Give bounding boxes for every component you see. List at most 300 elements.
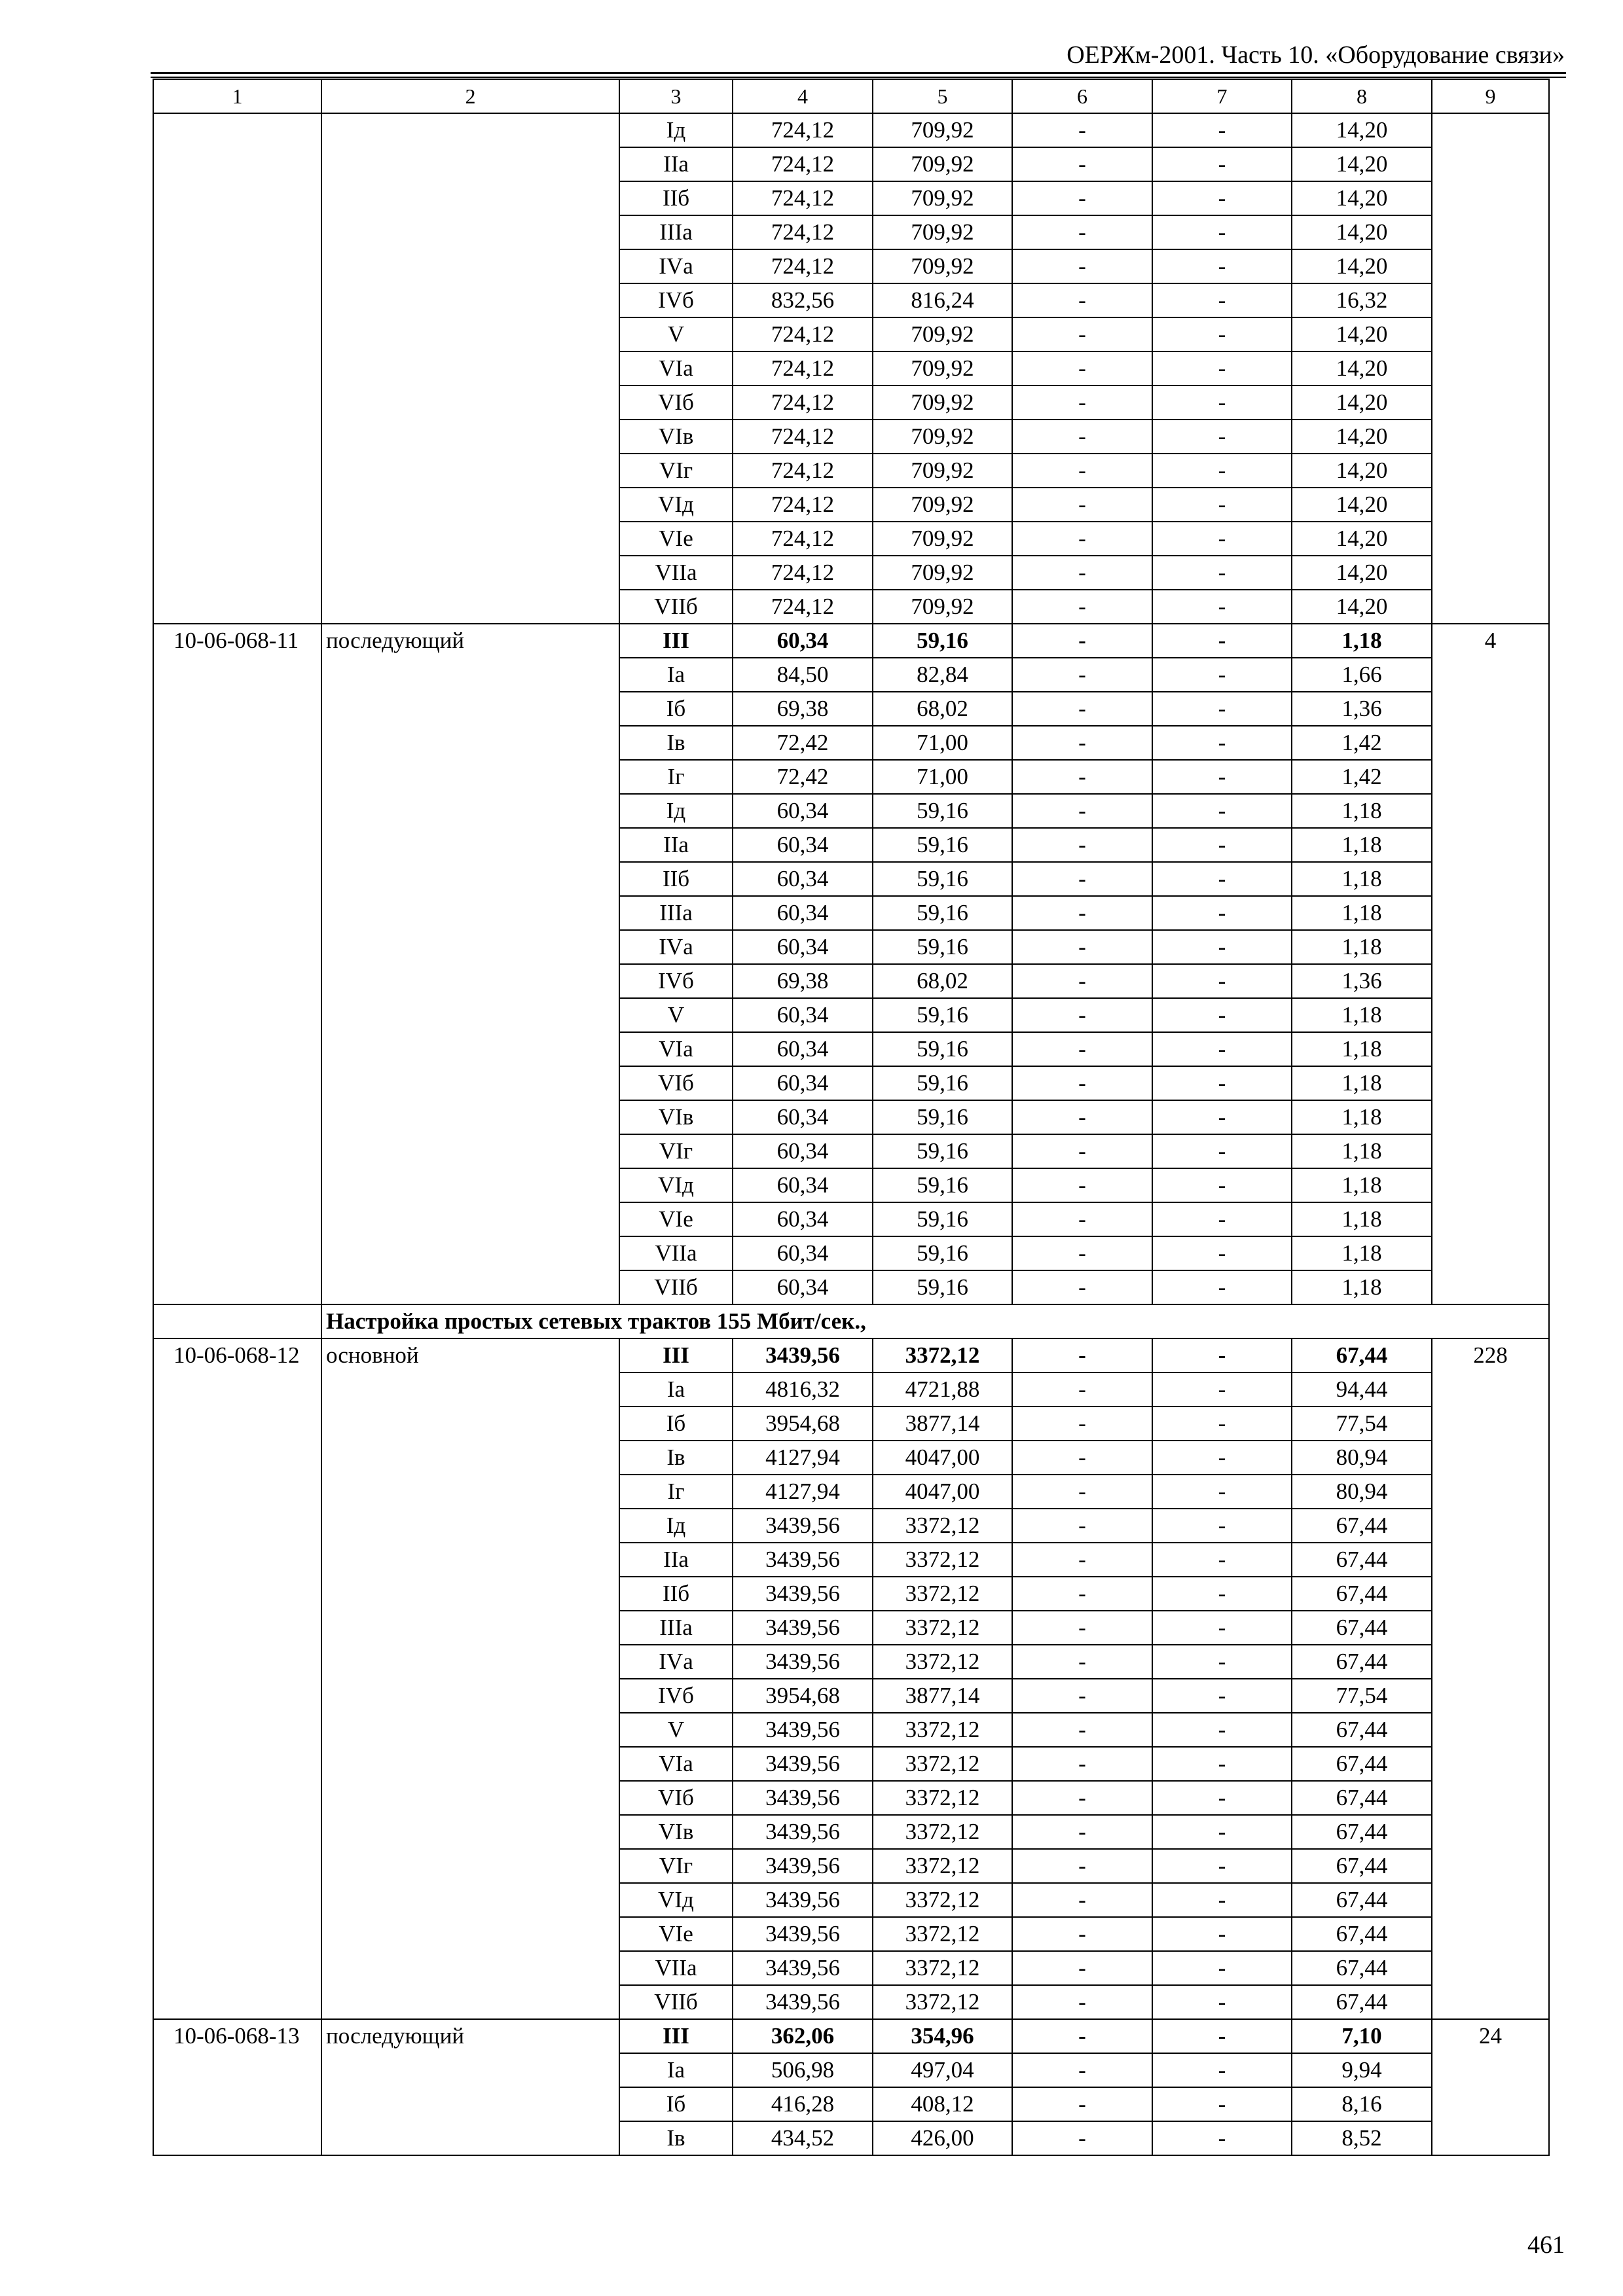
machinist-wage-cell: - xyxy=(1152,930,1292,964)
column-number: 4 xyxy=(733,79,873,113)
machine-cell: - xyxy=(1012,522,1152,556)
machine-cell: - xyxy=(1012,283,1152,317)
zone-cell: VIе xyxy=(619,522,733,556)
material-cell: 14,20 xyxy=(1292,556,1432,590)
machinist-wage-cell: - xyxy=(1152,1236,1292,1270)
zone-cell: Iб xyxy=(619,692,733,726)
zone-cell: Iг xyxy=(619,760,733,794)
machine-cell: - xyxy=(1012,964,1152,998)
machinist-wage-cell: - xyxy=(1152,1645,1292,1679)
machinist-wage-cell: - xyxy=(1152,1202,1292,1236)
machine-cell: - xyxy=(1012,998,1152,1032)
wage-cell: 59,16 xyxy=(873,1032,1012,1066)
zone-cell: V xyxy=(619,998,733,1032)
section-title: Настройка простых сетевых трактов 155 Мбит/сек., xyxy=(321,1304,1549,1338)
zone-cell: IIб xyxy=(619,181,733,215)
machine-cell: - xyxy=(1012,386,1152,420)
material-cell: 9,94 xyxy=(1292,2053,1432,2087)
wage-cell: 3372,12 xyxy=(873,1849,1012,1883)
material-cell: 67,44 xyxy=(1292,1917,1432,1951)
total-cost-cell: 724,12 xyxy=(733,147,873,181)
material-cell: 1,36 xyxy=(1292,964,1432,998)
machine-cell: - xyxy=(1012,1713,1152,1747)
material-cell: 67,44 xyxy=(1292,1509,1432,1543)
machine-cell: - xyxy=(1012,1883,1152,1917)
material-cell: 14,20 xyxy=(1292,181,1432,215)
machinist-wage-cell: - xyxy=(1152,862,1292,896)
total-cost-cell: 3439,56 xyxy=(733,1338,873,1372)
wage-cell: 68,02 xyxy=(873,964,1012,998)
wage-cell: 709,92 xyxy=(873,215,1012,249)
wage-cell: 59,16 xyxy=(873,1236,1012,1270)
zone-cell: VIв xyxy=(619,1100,733,1134)
machinist-wage-cell: - xyxy=(1152,760,1292,794)
column-number: 3 xyxy=(619,79,733,113)
material-cell: 14,20 xyxy=(1292,351,1432,386)
wage-cell: 59,16 xyxy=(873,1270,1012,1304)
name-cell: основной xyxy=(321,1338,619,2019)
material-cell: 1,18 xyxy=(1292,896,1432,930)
wage-cell: 4047,00 xyxy=(873,1475,1012,1509)
machinist-wage-cell: - xyxy=(1152,522,1292,556)
machinist-wage-cell: - xyxy=(1152,1883,1292,1917)
wage-cell: 709,92 xyxy=(873,181,1012,215)
machine-cell: - xyxy=(1012,2053,1152,2087)
machinist-wage-cell: - xyxy=(1152,420,1292,454)
machine-cell: - xyxy=(1012,760,1152,794)
machine-cell: - xyxy=(1012,147,1152,181)
total-cost-cell: 69,38 xyxy=(733,964,873,998)
zone-cell: Iа xyxy=(619,2053,733,2087)
material-cell: 14,20 xyxy=(1292,317,1432,351)
total-cost-cell: 3439,56 xyxy=(733,1543,873,1577)
total-cost-cell: 724,12 xyxy=(733,590,873,624)
code-cell xyxy=(153,113,321,624)
wage-cell: 3372,12 xyxy=(873,1713,1012,1747)
material-cell: 1,66 xyxy=(1292,658,1432,692)
running-header: ОЕРЖм-2001. Часть 10. «Оборудование связи» xyxy=(1067,41,1565,69)
machinist-wage-cell: - xyxy=(1152,386,1292,420)
total-cost-cell: 3439,56 xyxy=(733,1747,873,1781)
material-cell: 67,44 xyxy=(1292,1985,1432,2019)
total-cost-cell: 3954,68 xyxy=(733,1679,873,1713)
material-cell: 1,18 xyxy=(1292,1168,1432,1202)
machine-cell: - xyxy=(1012,488,1152,522)
total-cost-cell: 724,12 xyxy=(733,215,873,249)
wage-cell: 709,92 xyxy=(873,113,1012,147)
machine-cell: - xyxy=(1012,454,1152,488)
machine-cell: - xyxy=(1012,1407,1152,1441)
machine-cell: - xyxy=(1012,1985,1152,2019)
material-cell: 1,18 xyxy=(1292,1270,1432,1304)
labor-cell xyxy=(1432,113,1549,624)
machine-cell: - xyxy=(1012,1372,1152,1407)
machinist-wage-cell: - xyxy=(1152,1985,1292,2019)
machinist-wage-cell: - xyxy=(1152,113,1292,147)
total-cost-cell: 724,12 xyxy=(733,454,873,488)
machinist-wage-cell: - xyxy=(1152,1611,1292,1645)
zone-cell: IIIа xyxy=(619,1611,733,1645)
name-cell xyxy=(321,113,619,624)
wage-cell: 82,84 xyxy=(873,658,1012,692)
total-cost-cell: 60,34 xyxy=(733,1066,873,1100)
material-cell: 67,44 xyxy=(1292,1645,1432,1679)
wage-cell: 3372,12 xyxy=(873,1611,1012,1645)
total-cost-cell: 60,34 xyxy=(733,1270,873,1304)
material-cell: 14,20 xyxy=(1292,215,1432,249)
total-cost-cell: 60,34 xyxy=(733,862,873,896)
zone-cell: VIг xyxy=(619,1849,733,1883)
zone-cell: V xyxy=(619,1713,733,1747)
wage-cell: 3372,12 xyxy=(873,1645,1012,1679)
machine-cell: - xyxy=(1012,1815,1152,1849)
total-cost-cell: 60,34 xyxy=(733,1202,873,1236)
machinist-wage-cell: - xyxy=(1152,283,1292,317)
zone-cell: VIв xyxy=(619,420,733,454)
machinist-wage-cell: - xyxy=(1152,590,1292,624)
wage-cell: 3372,12 xyxy=(873,1985,1012,2019)
zone-cell: Iд xyxy=(619,1509,733,1543)
zone-cell: VIе xyxy=(619,1917,733,1951)
wage-cell: 3372,12 xyxy=(873,1917,1012,1951)
material-cell: 14,20 xyxy=(1292,249,1432,283)
machinist-wage-cell: - xyxy=(1152,1747,1292,1781)
total-cost-cell: 3439,56 xyxy=(733,1713,873,1747)
column-number: 1 xyxy=(153,79,321,113)
zone-cell: VIг xyxy=(619,1134,733,1168)
total-cost-cell: 3439,56 xyxy=(733,1645,873,1679)
wage-cell: 3372,12 xyxy=(873,1781,1012,1815)
zone-cell: VIIб xyxy=(619,1985,733,2019)
material-cell: 67,44 xyxy=(1292,1849,1432,1883)
total-cost-cell: 724,12 xyxy=(733,181,873,215)
total-cost-cell: 60,34 xyxy=(733,1168,873,1202)
zone-cell: IIа xyxy=(619,1543,733,1577)
wage-cell: 59,16 xyxy=(873,998,1012,1032)
material-cell: 1,18 xyxy=(1292,998,1432,1032)
material-cell: 67,44 xyxy=(1292,1543,1432,1577)
total-cost-cell: 724,12 xyxy=(733,386,873,420)
total-cost-cell: 3439,56 xyxy=(733,1815,873,1849)
machine-cell: - xyxy=(1012,1509,1152,1543)
zone-cell: Iа xyxy=(619,1372,733,1407)
wage-cell: 59,16 xyxy=(873,1202,1012,1236)
total-cost-cell: 72,42 xyxy=(733,760,873,794)
machine-cell: - xyxy=(1012,624,1152,658)
machinist-wage-cell: - xyxy=(1152,1951,1292,1985)
machinist-wage-cell: - xyxy=(1152,1407,1292,1441)
column-number: 8 xyxy=(1292,79,1432,113)
machine-cell: - xyxy=(1012,1032,1152,1066)
total-cost-cell: 3439,56 xyxy=(733,1577,873,1611)
zone-cell: VIIа xyxy=(619,1951,733,1985)
machine-cell: - xyxy=(1012,1441,1152,1475)
machinist-wage-cell: - xyxy=(1152,1781,1292,1815)
total-cost-cell: 3439,56 xyxy=(733,1849,873,1883)
machinist-wage-cell: - xyxy=(1152,317,1292,351)
wage-cell: 59,16 xyxy=(873,1168,1012,1202)
machine-cell: - xyxy=(1012,1747,1152,1781)
total-cost-cell: 3439,56 xyxy=(733,1611,873,1645)
wage-cell: 3372,12 xyxy=(873,1951,1012,1985)
column-number: 9 xyxy=(1432,79,1549,113)
wage-cell: 59,16 xyxy=(873,862,1012,896)
column-number: 6 xyxy=(1012,79,1152,113)
material-cell: 8,52 xyxy=(1292,2121,1432,2155)
column-number: 5 xyxy=(873,79,1012,113)
zone-cell: IIIа xyxy=(619,896,733,930)
machine-cell: - xyxy=(1012,1475,1152,1509)
wage-cell: 3372,12 xyxy=(873,1338,1012,1372)
machinist-wage-cell: - xyxy=(1152,181,1292,215)
material-cell: 1,18 xyxy=(1292,1134,1432,1168)
material-cell: 16,32 xyxy=(1292,283,1432,317)
wage-cell: 3372,12 xyxy=(873,1883,1012,1917)
machine-cell: - xyxy=(1012,1917,1152,1951)
material-cell: 14,20 xyxy=(1292,488,1432,522)
machinist-wage-cell: - xyxy=(1152,1032,1292,1066)
zone-cell: VIв xyxy=(619,1815,733,1849)
material-cell: 67,44 xyxy=(1292,1713,1432,1747)
total-cost-cell: 3954,68 xyxy=(733,1407,873,1441)
machine-cell: - xyxy=(1012,1066,1152,1100)
zone-cell: V xyxy=(619,317,733,351)
material-cell: 14,20 xyxy=(1292,454,1432,488)
material-cell: 1,18 xyxy=(1292,828,1432,862)
machine-cell: - xyxy=(1012,1611,1152,1645)
total-cost-cell: 60,34 xyxy=(733,828,873,862)
column-number: 2 xyxy=(321,79,619,113)
machine-cell: - xyxy=(1012,1100,1152,1134)
wage-cell: 709,92 xyxy=(873,590,1012,624)
section-title-row xyxy=(153,1304,1549,1338)
material-cell: 14,20 xyxy=(1292,590,1432,624)
name-cell: последующий xyxy=(321,624,619,1304)
machinist-wage-cell: - xyxy=(1152,1270,1292,1304)
zone-cell: VIд xyxy=(619,488,733,522)
machinist-wage-cell: - xyxy=(1152,1066,1292,1100)
wage-cell: 709,92 xyxy=(873,351,1012,386)
machine-cell: - xyxy=(1012,249,1152,283)
total-cost-cell: 60,34 xyxy=(733,998,873,1032)
total-cost-cell: 69,38 xyxy=(733,692,873,726)
machine-cell: - xyxy=(1012,726,1152,760)
material-cell: 1,18 xyxy=(1292,930,1432,964)
zone-cell: VIд xyxy=(619,1883,733,1917)
wage-cell: 4047,00 xyxy=(873,1441,1012,1475)
machine-cell: - xyxy=(1012,1543,1152,1577)
machinist-wage-cell: - xyxy=(1152,1577,1292,1611)
machinist-wage-cell: - xyxy=(1152,1168,1292,1202)
zone-cell: VIа xyxy=(619,351,733,386)
machinist-wage-cell: - xyxy=(1152,1917,1292,1951)
machinist-wage-cell: - xyxy=(1152,556,1292,590)
machinist-wage-cell: - xyxy=(1152,624,1292,658)
total-cost-cell: 60,34 xyxy=(733,1236,873,1270)
zone-cell: Iг xyxy=(619,1475,733,1509)
machinist-wage-cell: - xyxy=(1152,1679,1292,1713)
total-cost-cell: 724,12 xyxy=(733,420,873,454)
section-title-blank xyxy=(153,1304,321,1338)
material-cell: 1,18 xyxy=(1292,1202,1432,1236)
code-cell: 10-06-068-12 xyxy=(153,1338,321,2019)
zone-cell: VIа xyxy=(619,1747,733,1781)
wage-cell: 59,16 xyxy=(873,1134,1012,1168)
zone-cell: Iа xyxy=(619,658,733,692)
total-cost-cell: 3439,56 xyxy=(733,1883,873,1917)
column-number-row xyxy=(153,79,1549,113)
wage-cell: 709,92 xyxy=(873,556,1012,590)
material-cell: 1,18 xyxy=(1292,794,1432,828)
total-cost-cell: 832,56 xyxy=(733,283,873,317)
material-cell: 80,94 xyxy=(1292,1475,1432,1509)
total-cost-cell: 60,34 xyxy=(733,1134,873,1168)
machine-cell: - xyxy=(1012,1577,1152,1611)
machinist-wage-cell: - xyxy=(1152,1372,1292,1407)
wage-cell: 71,00 xyxy=(873,726,1012,760)
total-cost-cell: 72,42 xyxy=(733,726,873,760)
labor-cell: 4 xyxy=(1432,624,1549,1304)
machine-cell: - xyxy=(1012,1781,1152,1815)
machine-cell: - xyxy=(1012,1236,1152,1270)
machine-cell: - xyxy=(1012,2019,1152,2053)
wage-cell: 426,00 xyxy=(873,2121,1012,2155)
machinist-wage-cell: - xyxy=(1152,1441,1292,1475)
machinist-wage-cell: - xyxy=(1152,351,1292,386)
material-cell: 67,44 xyxy=(1292,1951,1432,1985)
material-cell: 1,36 xyxy=(1292,692,1432,726)
material-cell: 8,16 xyxy=(1292,2087,1432,2121)
machinist-wage-cell: - xyxy=(1152,2053,1292,2087)
machine-cell: - xyxy=(1012,1202,1152,1236)
machinist-wage-cell: - xyxy=(1152,2087,1292,2121)
machinist-wage-cell: - xyxy=(1152,249,1292,283)
machine-cell: - xyxy=(1012,828,1152,862)
zone-cell: Iб xyxy=(619,1407,733,1441)
name-cell: последующий xyxy=(321,2019,619,2155)
total-cost-cell: 416,28 xyxy=(733,2087,873,2121)
machinist-wage-cell: - xyxy=(1152,1543,1292,1577)
machine-cell: - xyxy=(1012,1849,1152,1883)
machinist-wage-cell: - xyxy=(1152,1849,1292,1883)
wage-cell: 709,92 xyxy=(873,317,1012,351)
material-cell: 1,42 xyxy=(1292,760,1432,794)
header-rule-thin xyxy=(151,77,1566,78)
material-cell: 67,44 xyxy=(1292,1747,1432,1781)
material-cell: 67,44 xyxy=(1292,1781,1432,1815)
material-cell: 14,20 xyxy=(1292,386,1432,420)
wage-cell: 3372,12 xyxy=(873,1815,1012,1849)
machinist-wage-cell: - xyxy=(1152,454,1292,488)
machinist-wage-cell: - xyxy=(1152,726,1292,760)
total-cost-cell: 60,34 xyxy=(733,896,873,930)
total-cost-cell: 4816,32 xyxy=(733,1372,873,1407)
wage-cell: 59,16 xyxy=(873,1100,1012,1134)
wage-cell: 816,24 xyxy=(873,283,1012,317)
table-body xyxy=(153,79,1549,2155)
total-cost-cell: 4127,94 xyxy=(733,1441,873,1475)
wage-cell: 4721,88 xyxy=(873,1372,1012,1407)
zone-cell: III xyxy=(619,1338,733,1372)
zone-cell: IIа xyxy=(619,828,733,862)
total-cost-cell: 724,12 xyxy=(733,556,873,590)
machinist-wage-cell: - xyxy=(1152,2121,1292,2155)
zone-cell: Iв xyxy=(619,1441,733,1475)
machine-cell: - xyxy=(1012,351,1152,386)
material-cell: 1,42 xyxy=(1292,726,1432,760)
material-cell: 1,18 xyxy=(1292,1066,1432,1100)
zone-cell: III xyxy=(619,2019,733,2053)
machine-cell: - xyxy=(1012,1338,1152,1372)
total-cost-cell: 506,98 xyxy=(733,2053,873,2087)
zone-cell: III xyxy=(619,624,733,658)
machinist-wage-cell: - xyxy=(1152,1475,1292,1509)
total-cost-cell: 60,34 xyxy=(733,1032,873,1066)
code-cell: 10-06-068-11 xyxy=(153,624,321,1304)
zone-cell: Iв xyxy=(619,726,733,760)
total-cost-cell: 60,34 xyxy=(733,1100,873,1134)
machine-cell: - xyxy=(1012,862,1152,896)
wage-cell: 709,92 xyxy=(873,420,1012,454)
material-cell: 14,20 xyxy=(1292,522,1432,556)
total-cost-cell: 84,50 xyxy=(733,658,873,692)
wage-cell: 3877,14 xyxy=(873,1407,1012,1441)
machine-cell: - xyxy=(1012,113,1152,147)
wage-cell: 68,02 xyxy=(873,692,1012,726)
zone-cell: VIIа xyxy=(619,1236,733,1270)
material-cell: 67,44 xyxy=(1292,1815,1432,1849)
zone-cell: IIб xyxy=(619,862,733,896)
material-cell: 80,94 xyxy=(1292,1441,1432,1475)
machinist-wage-cell: - xyxy=(1152,896,1292,930)
wage-cell: 709,92 xyxy=(873,454,1012,488)
total-cost-cell: 724,12 xyxy=(733,522,873,556)
material-cell: 67,44 xyxy=(1292,1577,1432,1611)
zone-cell: VIIб xyxy=(619,1270,733,1304)
machinist-wage-cell: - xyxy=(1152,1713,1292,1747)
zone-cell: IIIа xyxy=(619,215,733,249)
zone-cell: IVб xyxy=(619,283,733,317)
total-cost-cell: 724,12 xyxy=(733,351,873,386)
total-cost-cell: 60,34 xyxy=(733,624,873,658)
zone-cell: Iд xyxy=(619,113,733,147)
material-cell: 67,44 xyxy=(1292,1611,1432,1645)
machine-cell: - xyxy=(1012,556,1152,590)
wage-cell: 709,92 xyxy=(873,522,1012,556)
wage-cell: 709,92 xyxy=(873,249,1012,283)
machinist-wage-cell: - xyxy=(1152,1509,1292,1543)
machinist-wage-cell: - xyxy=(1152,2019,1292,2053)
machinist-wage-cell: - xyxy=(1152,1338,1292,1372)
machine-cell: - xyxy=(1012,930,1152,964)
machine-cell: - xyxy=(1012,1645,1152,1679)
wage-cell: 709,92 xyxy=(873,386,1012,420)
total-cost-cell: 3439,56 xyxy=(733,1951,873,1985)
machinist-wage-cell: - xyxy=(1152,964,1292,998)
zone-cell: Iб xyxy=(619,2087,733,2121)
zone-cell: Iд xyxy=(619,794,733,828)
zone-cell: VIг xyxy=(619,454,733,488)
item-total-row xyxy=(153,1338,1549,1372)
zone-cell: IVа xyxy=(619,1645,733,1679)
total-cost-cell: 60,34 xyxy=(733,930,873,964)
zone-cell: VIIа xyxy=(619,556,733,590)
zone-cell: VIб xyxy=(619,1781,733,1815)
zone-cell: IVа xyxy=(619,249,733,283)
wage-cell: 59,16 xyxy=(873,896,1012,930)
wage-cell: 59,16 xyxy=(873,828,1012,862)
zone-cell: VIIб xyxy=(619,590,733,624)
